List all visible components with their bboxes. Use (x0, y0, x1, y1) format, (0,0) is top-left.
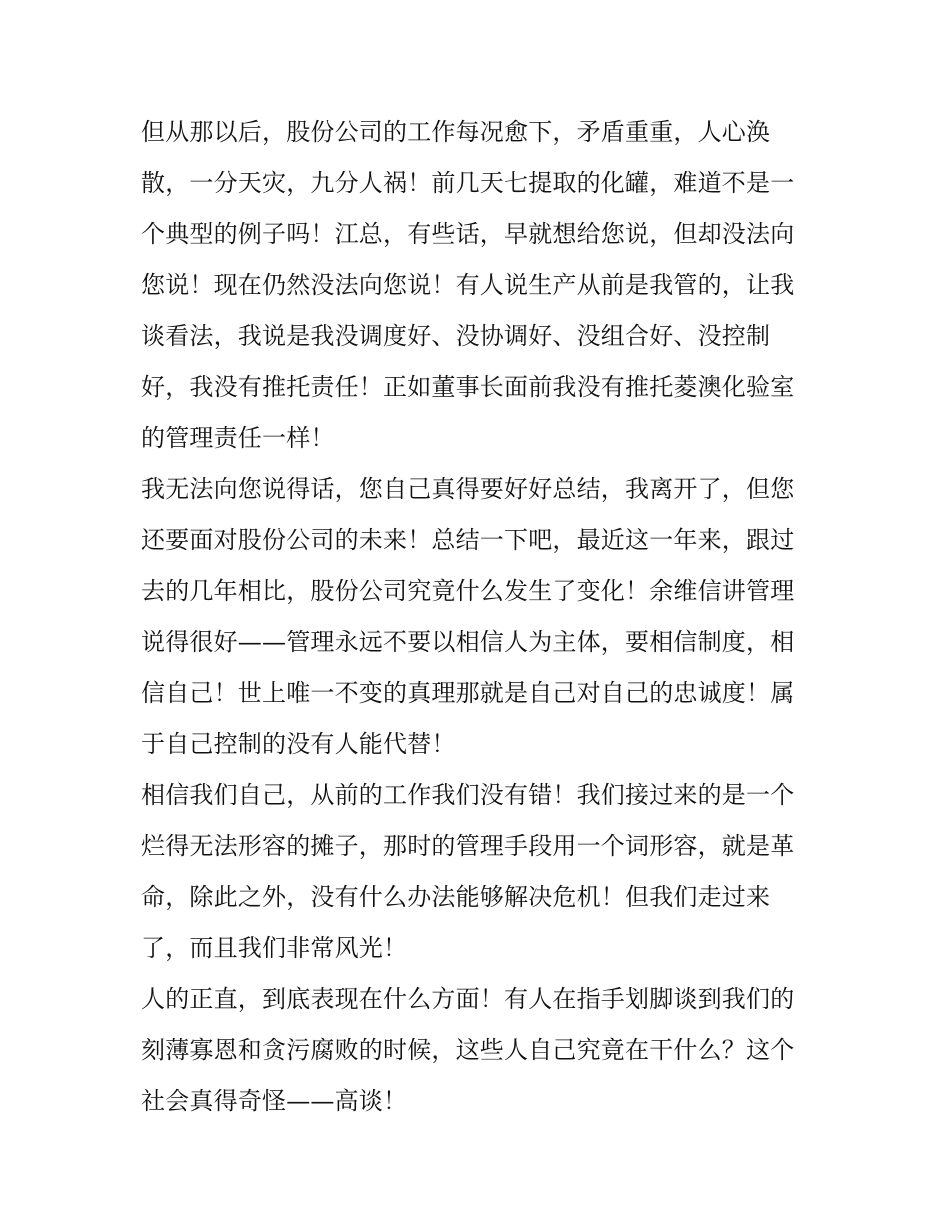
text-line: 信自己！世上唯一不变的真理那就是自己对自己的忠诚度！属 (141, 679, 795, 707)
text-line: 好，我没有推托责任！正如董事长面前我没有推托菱澳化验室 (141, 373, 795, 401)
text-line: 命，除此之外，没有什么办法能够解决危机！但我们走过来 (141, 883, 771, 911)
text-line: 的管理责任一样！ (141, 424, 335, 452)
text-line: 烂得无法形容的摊子，那时的管理手段用一个词形容，就是革 (141, 832, 795, 860)
text-line: 我无法向您说得话，您自己真得要好好总结，我离开了，但您 (141, 475, 795, 503)
text-line: 了，而且我们非常风光！ (141, 934, 408, 962)
text-line: 散，一分天灾，九分人祸！前几天七提取的化罐，难道不是一 (141, 169, 795, 197)
text-line: 人的正直，到底表现在什么方面！有人在指手划脚谈到我们的 (141, 985, 795, 1013)
text-line: 您说！现在仍然没法向您说！有人说生产从前是我管的，让我 (141, 271, 795, 299)
text-line: 去的几年相比，股份公司究竟什么发生了变化！余维信讲管理 (141, 577, 795, 605)
text-line: 谈看法，我说是我没调度好、没协调好、没组合好、没控制 (141, 322, 771, 350)
document-body (141, 107, 821, 1127)
text-line: 社会真得奇怪——高谈！ (141, 1087, 408, 1115)
text-line: 还要面对股份公司的未来！总结一下吧，最近这一年来，跟过 (141, 526, 795, 554)
text-line: 个典型的例子吗！江总，有些话，早就想给您说，但却没法向 (141, 220, 795, 248)
text-line: 于自己控制的没有人能代替！ (141, 730, 456, 758)
text-line: 刻薄寡恩和贪污腐败的时候，这些人自己究竟在干什么？这个 (141, 1036, 795, 1064)
text-line: 但从那以后，股份公司的工作每况愈下，矛盾重重，人心涣 (141, 118, 771, 146)
text-line: 相信我们自己，从前的工作我们没有错！我们接过来的是一个 (141, 781, 795, 809)
text-line: 说得很好——管理永远不要以相信人为主体，要相信制度，相 (141, 628, 795, 656)
